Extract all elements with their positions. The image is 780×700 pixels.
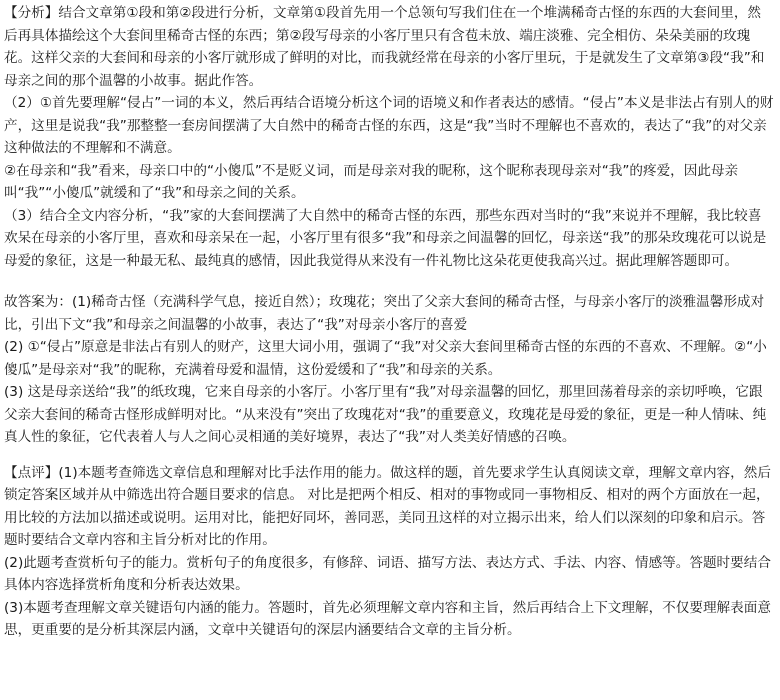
comment-paragraph-1: 【点评】(1)本题考查筛选文章信息和理解对比手法作用的能力。做这样的题，首先要求学生认真阅读文章，理解文章内容，然后锁定答案区域并从中筛选出符合题目要求的信息。 对比是把两个相反、相对的事物或同一事物相反、相对的两个方面放在一起，用比较的方法加以描述或说明。运用对比，能把好同坏，善同恶，美同丑这样的对立揭示出来，给人们以深刻的印象和启示。答题时要结合文章内容和主旨分析对比的作用。 [4, 464, 771, 548]
answer-paragraph-3: (3) 这是母亲送给“我”的纸玫瑰，它来自母亲的小客厅。小客厅里有“我”对母亲温馨的回忆，那里回荡着母亲的亲切呼唤，它跟父亲大套间的稀奇古怪形成鲜明对比。“从来没有”突出了玫瑰花对“我”的重要意义，玫瑰花是母爱的象征，更是一种人情味、纯真人性的象征，它代表着人与人之间心灵相通的美好境界，表达了“我”对人类美好情感的召唤。 [4, 384, 767, 445]
analysis-paragraph-2: （2）①首先要理解“侵占”一词的本义，然后再结合语境分析这个词的语境义和作者表达的感情。“侵占”本义是非法占有别人的财产，这里是说我“我”那整整一套房间摆满了大自然中的稀奇古怪的东西，这是“我”当时不理解也不喜欢的，表达了“我”的对父亲这种做法的不理解和不满意。 [4, 95, 774, 156]
answer-section [4, 291, 774, 449]
analysis-paragraph-1: 【分析】结合文章第①段和第②段进行分析，文章第①段首先用一个总领句写我们住在一个堆满稀奇古怪的东西的大套间里，然后再具体描绘这个大套间里稀奇古怪的东西；第②段写母亲的小客厅里只有含苞未放、端庄淡雅、完全相仿、朵朵美丽的玫瑰花。这样父亲的大套间和母亲的小客厅就形成了鲜明的对比，而我就经常在母亲的小客厅里玩，于是就发生了文章第③段“我”和母亲之间的那个温馨的小故事。据此作答。 [4, 5, 765, 89]
analysis-paragraph-4: （3）结合全文内容分析，“我”家的大套间摆满了大自然中的稀奇古怪的东西，那些东西对当时的“我”来说并不理解，我比较喜欢呆在母亲的小客厅里，喜欢和母亲呆在一起，小客厅里有很多“我”和母亲之间温馨的回忆，母亲送“我”的那朵玫瑰花可以说是母爱的象征，这是一种最无私、最纯真的感情，因此我觉得从来没有一件礼物比这朵花更使我高兴过。据此理解答题即可。 [4, 207, 767, 269]
section-gap [4, 272, 774, 291]
analysis-paragraph-3: ②在母亲和“我”看来，母亲口中的“小傻瓜”不是贬义词，而是母亲对我的昵称，这个昵称表现母亲对“我”的疼爱，因此母亲叫“我”“小傻瓜”就缓和了“我”和母亲之间的关系。 [4, 162, 739, 201]
analysis-section [4, 2, 774, 272]
section-gap [4, 449, 774, 462]
comment-paragraph-3: (3)本题考查理解文章关键语句内涵的能力。答题时，首先必须理解文章内容和主旨，然后再结合上下文理解，不仅要理解表面意思，更重要的是分析其深层内涵，文章中关键语句的深层内涵要结合文章的主旨分析。 [4, 599, 771, 638]
comment-section [4, 462, 774, 642]
answer-paragraph-1: 故答案为：(1)稀奇古怪（充满科学气息，接近自然）；玫瑰花；突出了父亲大套间的稀奇古怪，与母亲小客厅的淡雅温馨形成对比，引出下文“我”和母亲之间温馨的小故事，表达了“我”对母亲小客厅的喜爱 [4, 294, 765, 333]
answer-paragraph-2: (2) ①“侵占”原意是非法占有别人的财产，这里大词小用，强调了“我”对父亲大套间里稀奇古怪的东西的不喜欢、不理解。②“小傻瓜”是母亲对“我”的昵称，充满着母爱和温情，这份爱缓和了“我”和母亲的关系。 [4, 339, 767, 378]
comment-paragraph-2: (2)此题考查赏析句子的能力。赏析句子的角度很多，有修辞、词语、描写方法、表达方式、手法、内容、情感等。答题时要结合具体内容选择赏析角度和分析表达效果。 [4, 554, 771, 593]
